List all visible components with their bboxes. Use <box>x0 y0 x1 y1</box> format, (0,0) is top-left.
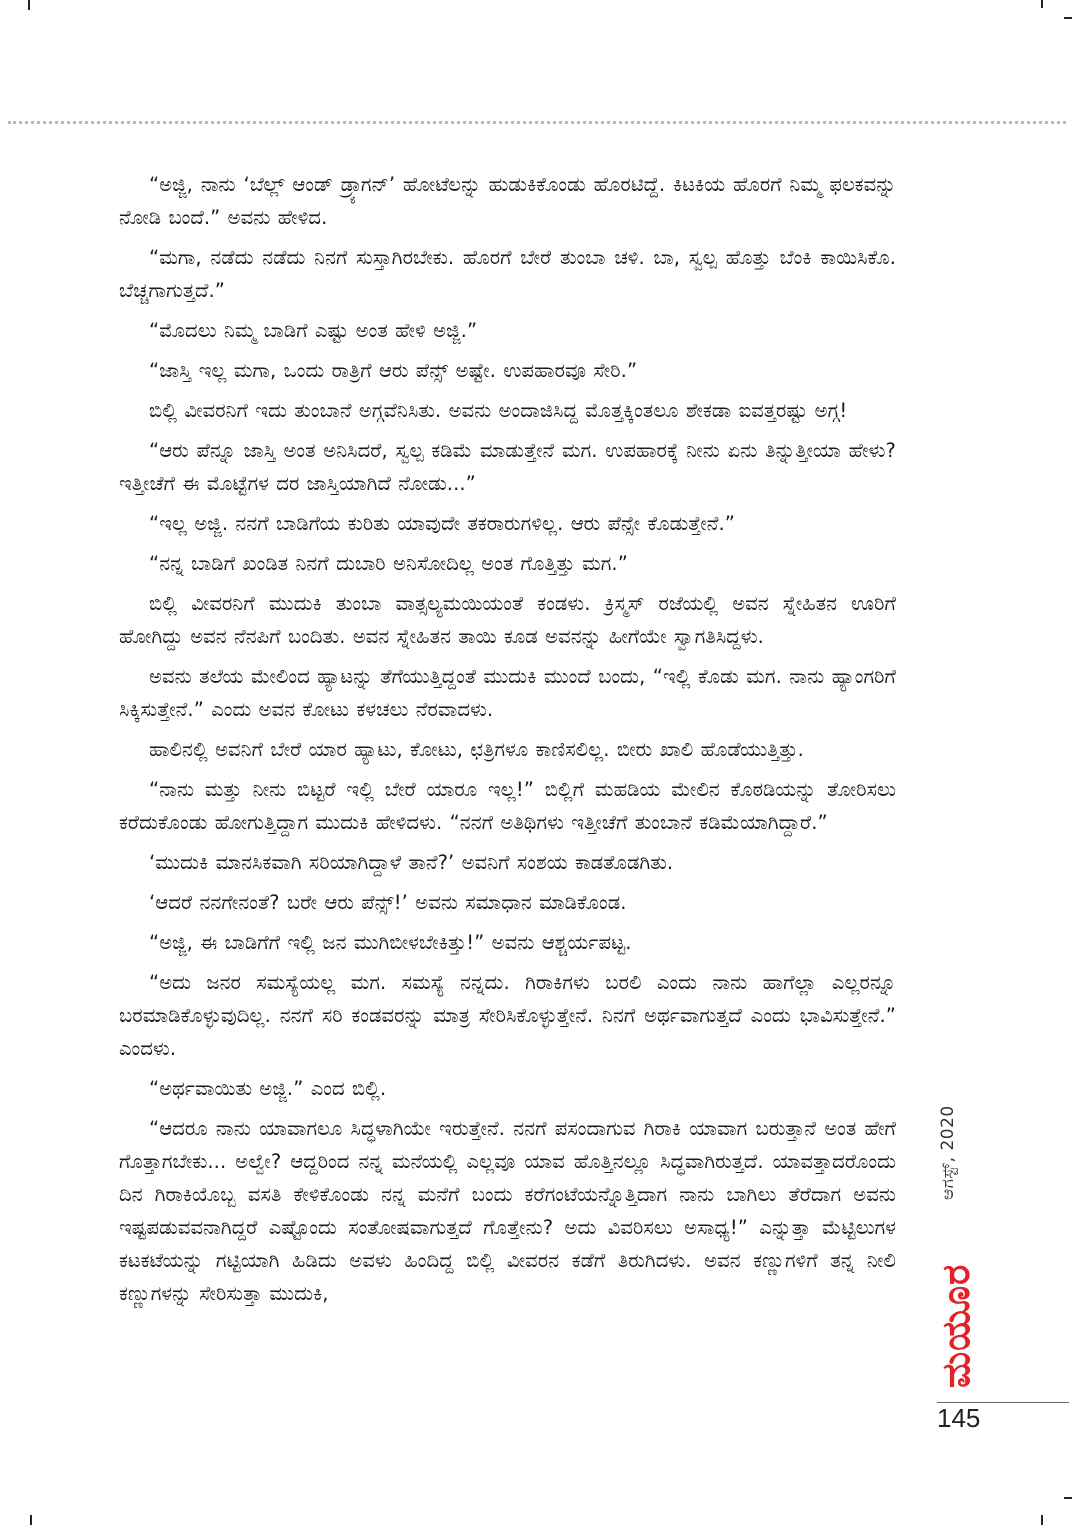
paragraph: ಬಿಲ್ಲಿ ವೀವರನಿಗೆ ಇದು ತುಂಬಾನೆ ಅಗ್ಗವೆನಿಸಿತು. ಅವನು ಅಂದಾಜಿಸಿದ್ದ ಮೊತ್ತಕ್ಕಿಂತಲೂ ಶೇಕಡಾ ಐವತ್ತರಷ್ಟು ಅಗ್ಗ! <box>149 399 848 422</box>
paragraph: “ಜಾಸ್ತಿ ಇಲ್ಲ ಮಗಾ, ಒಂದು ರಾತ್ರಿಗೆ ಆರು ಪೆನ್ಸ್ ಅಷ್ಟೇ. ಉಪಹಾರವೂ ಸೇರಿ.” <box>149 359 638 382</box>
paragraph: “ಅದು ಜನರ ಸಮಸ್ಯೆಯಲ್ಲ ಮಗ. ಸಮಸ್ಯೆ ನನ್ನದು. ಗಿರಾಕಿಗಳು ಬರಲಿ ಎಂದು ನಾನು ಹಾಗೆಲ್ಲಾ ಎಲ್ಲರನ್ನೂ ಬರಮಾಡಿಕೊಳ್ಳುವುದಿಲ್ಲ. ನನಗೆ ಸರಿ ಕಂಡವರನ್ನು ಮಾತ್ರ ಸೇರಿಸಿಕೊಳ್ಳುತ್ತೇನೆ. ನಿನಗೆ ಅರ್ಥವಾಗುತ್ತದೆ ಎಂದು ಭಾವಿಸುತ್ತೇನೆ.” ಎಂದಳು. <box>119 971 896 1060</box>
paragraph: “ಮೊದಲು ನಿಮ್ಮ ಬಾಡಿಗೆ ಎಷ್ಟು ಅಂತ ಹೇಳಿ ಅಜ್ಜಿ.” <box>149 319 478 342</box>
paragraph: “ಆದರೂ ನಾನು ಯಾವಾಗಲೂ ಸಿದ್ಧಳಾಗಿಯೇ ಇರುತ್ತೇನೆ. ನನಗೆ ಪಸಂದಾಗುವ ಗಿರಾಕಿ ಯಾವಾಗ ಬರುತ್ತಾನೆ ಅಂತ ಹೇಗೆ ಗೊತ್ತಾಗಬೇಕು... ಅಲ್ವೇ? ಆದ್ದರಿಂದ ನನ್ನ ಮನೆಯಲ್ಲಿ ಎಲ್ಲವೂ ಯಾವ ಹೊತ್ತಿನಲ್ಲೂ ಸಿದ್ಧವಾಗಿರುತ್ತದೆ. ಯಾವತ್ತಾದರೊಂದು ದಿನ ಗಿರಾಕಿಯೊಬ್ಬ ವಸತಿ ಕೇಳಿಕೊಂಡು ನನ್ನ ಮನೆಗೆ ಬಂದು ಕರೆಗಂಟೆಯನ್ನೊತ್ತಿದಾಗ ನಾನು ಬಾಗಿಲು ತೆರೆದಾಗ ಅವನು ಇಷ್ಟಪಡುವವನಾಗಿದ್ದರೆ ಎಷ್ಟೊಂದು ಸಂತೋಷವಾಗುತ್ತದೆ ಗೊತ್ತೇನು? ಅದು ವಿವರಿಸಲು ಅಸಾಧ್ಯ!” ಎನ್ನುತ್ತಾ ಮೆಟ್ಟಿಲುಗಳ ಕಟಕಟೆಯನ್ನು ಗಟ್ಟಿಯಾಗಿ ಹಿಡಿದು ಅವಳು ಹಿಂದಿದ್ದ ಬಿಲ್ಲಿ ವೀವರನ ಕಡೆಗೆ ತಿರುಗಿದಳು. ಅವನ ಕಣ್ಣುಗಳಿಗೆ ತನ್ನ ನೀಲಿ ಕಣ್ಣುಗಳನ್ನು ಸೇರಿಸುತ್ತಾ ಮುದುಕಿ, <box>119 1117 896 1305</box>
issue-date: ಆಗಸ್ಟ್, 2020 <box>938 1105 958 1200</box>
paragraph: ಹಾಲಿನಲ್ಲಿ ಅವನಿಗೆ ಬೇರೆ ಯಾರ ಹ್ಯಾಟು, ಕೋಟು, ಛತ್ರಿಗಳೂ ಕಾಣಿಸಲಿಲ್ಲ. ಬೀರು ಖಾಲಿ ಹೊಡೆಯುತ್ತಿತ್ತು. <box>149 738 804 761</box>
paragraph: “ಅರ್ಥವಾಯಿತು ಅಜ್ಜಿ.” ಎಂದ ಬಿಲ್ಲಿ. <box>149 1077 387 1100</box>
magazine-name: ಮಯೂರ <box>934 1263 978 1388</box>
paragraph: “ಇಲ್ಲ ಅಜ್ಜಿ. ನನಗೆ ಬಾಡಿಗೆಯ ಕುರಿತು ಯಾವುದೇ ತಕರಾರುಗಳಿಲ್ಲ. ಆರು ಪೆನ್ಸೇ ಕೊಡುತ್ತೇನೆ.” <box>149 512 736 535</box>
paragraph: “ಮಗಾ, ನಡೆದು ನಡೆದು ನಿನಗೆ ಸುಸ್ತಾಗಿರಬೇಕು. ಹೊರಗೆ ಬೇರೆ ತುಂಬಾ ಚಳಿ. ಬಾ, ಸ್ವಲ್ಪ ಹೊತ್ತು ಬೆಂಕಿ ಕಾಯಿಸಿಕೊ. ಬೆಚ್ಚಗಾಗುತ್ತದೆ.” <box>119 246 896 302</box>
crop-mark-top-left <box>28 0 30 10</box>
magazine-masthead <box>930 1210 978 1390</box>
paragraph: “ಅಜ್ಜಿ, ಈ ಬಾಡಿಗೆಗೆ ಇಲ್ಲಿ ಜನ ಮುಗಿಬೀಳಬೇಕಿತ್ತು!” ಅವನು ಆಶ್ಚರ್ಯಪಟ್ಟ. <box>149 931 632 954</box>
header-dotted-rule <box>8 121 1066 124</box>
paragraph: ಅವನು ತಲೆಯ ಮೇಲಿಂದ ಹ್ಯಾಟನ್ನು ತೆಗೆಯುತ್ತಿದ್ದಂತೆ ಮುದುಕಿ ಮುಂದೆ ಬಂದು, “ಇಲ್ಲಿ ಕೊಡು ಮಗ. ನಾನು ಹ್ಯಾಂಗರಿಗೆ ಸಿಕ್ಕಿಸುತ್ತೇನೆ.” ಎಂದು ಅವನ ಕೋಟು ಕಳಚಲು ನೆರವಾದಳು. <box>119 665 896 721</box>
crop-mark-right-upper <box>1064 17 1072 19</box>
paragraph: “ಆರು ಪೆನ್ನೂ ಜಾಸ್ತಿ ಅಂತ ಅನಿಸಿದರೆ, ಸ್ವಲ್ಪ ಕಡಿಮೆ ಮಾಡುತ್ತೇನೆ ಮಗ. ಉಪಹಾರಕ್ಕೆ ನೀನು ಏನು ತಿನ್ನುತ್ತೀಯಾ ಹೇಳು? ಇತ್ತೀಚೆಗೆ ಈ ಮೊಟ್ಟೆಗಳ ದರ ಜಾಸ್ತಿಯಾಗಿದೆ ನೋಡು...” <box>119 439 896 495</box>
paragraph: ಬಿಲ್ಲಿ ವೀವರನಿಗೆ ಮುದುಕಿ ತುಂಬಾ ವಾತ್ಸಲ್ಯಮಯಿಯಂತೆ ಕಂಡಳು. ಕ್ರಿಸ್ಮಸ್ ರಜೆಯಲ್ಲಿ ಅವನ ಸ್ನೇಹಿತನ ಊರಿಗೆ ಹೋಗಿದ್ದು ಅವನ ನೆನಪಿಗೆ ಬಂದಿತು. ಅವನ ಸ್ನೇಹಿತನ ತಾಯಿ ಕೂಡ ಅವನನ್ನು ಹೀಗೆಯೇ ಸ್ವಾಗತಿಸಿದ್ದಳು. <box>119 592 896 648</box>
paragraph: “ನನ್ನ ಬಾಡಿಗೆ ಖಂಡಿತ ನಿನಗೆ ದುಬಾರಿ ಅನಿಸೋದಿಲ್ಲ ಅಂತ ಗೊತ್ತಿತ್ತು ಮಗ.” <box>149 552 628 575</box>
paragraph: “ಅಜ್ಜಿ, ನಾನು ‘ಬೆಲ್ಲ್ ಆಂಡ್ ಡ್ರ್ಯಾಗನ್’ ಹೋಟೆಲನ್ನು ಹುಡುಕಿಕೊಂಡು ಹೊರಟಿದ್ದೆ. ಕಿಟಕಿಯ ಹೊರಗೆ ನಿಮ್ಮ ಫಲಕವನ್ನು ನೋಡಿ ಬಂದೆ.” ಅವನು ಹೇಳಿದ. <box>119 173 896 229</box>
paragraph: “ನಾನು ಮತ್ತು ನೀನು ಬಿಟ್ಟರೆ ಇಲ್ಲಿ ಬೇರೆ ಯಾರೂ ಇಲ್ಲ!” ಬಿಲ್ಲಿಗೆ ಮಹಡಿಯ ಮೇಲಿನ ಕೊಠಡಿಯನ್ನು ತೋರಿಸಲು ಕರೆದುಕೊಂಡು ಹೋಗುತ್ತಿದ್ದಾಗ ಮುದುಕಿ ಹೇಳಿದಳು. “ನನಗೆ ಅತಿಥಿಗಳು ಇತ್ತೀಚೆಗೆ ತುಂಬಾನೆ ಕಡಿಮೆಯಾಗಿದ್ದಾರೆ.” <box>119 778 896 834</box>
issue-date-block <box>938 1105 978 1200</box>
crop-mark-top-right <box>1041 0 1043 8</box>
paragraph: ‘ಮುದುಕಿ ಮಾನಸಿಕವಾಗಿ ಸರಿಯಾಗಿದ್ದಾಳೆ ತಾನೆ?’ ಅವನಿಗೆ ಸಂಶಯ ಕಾಡತೊಡಗಿತು. <box>149 851 674 874</box>
paragraph: ‘ಆದರೆ ನನಗೇನಂತೆ? ಬರೇ ಆರು ಪೆನ್ಸ್!’ ಅವನು ಸಮಾಧಾನ ಮಾಡಿಕೊಂಡ. <box>149 891 627 914</box>
page-number: 145 <box>937 1403 981 1433</box>
crop-mark-bottom-right <box>1041 1515 1043 1525</box>
crop-mark-right-lower <box>1064 1497 1072 1499</box>
article-body <box>119 168 896 1317</box>
crop-mark-bottom-left <box>30 1515 32 1525</box>
